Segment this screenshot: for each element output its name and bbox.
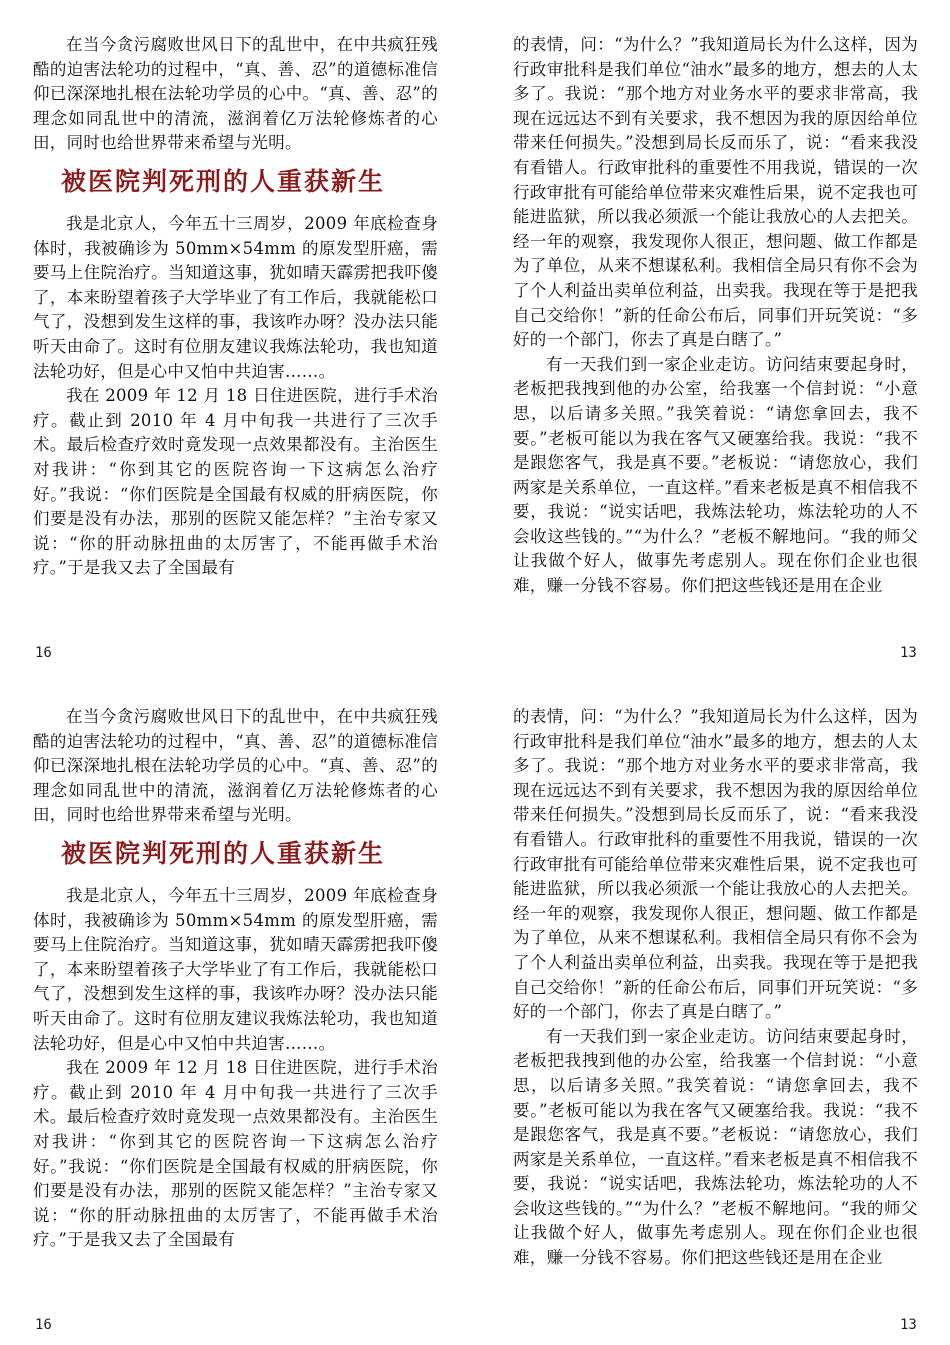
body-paragraph: 我是北京人，今年五十三周岁，2009 年底检查身体时，我被确诊为 50mm×54mm 的原发型肝癌，需要马上住院治疗。当知道这事，犹如晴天霹雳把我吓傻了，本来盼望着孩子大学毕业了有工作后，我就能松口气了，没想到发生这样的事，我该咋办呀？没办法只能听天由命了。这时有位朋友建议我炼法轮功，我也知道法轮功好，但是心中又怕中共迫害……。 bbox=[33, 213, 438, 381]
body-paragraph: 我在 2009 年 12 月 18 日住进医院，进行手术治疗。截止到 2010 年 4 月中旬我一共进行了三次手术。最后检查疗效时竟发现一点效果都没有。主治医生对我讲：“你到其它的医院咨询一下这病怎么治疗好。”我说：“你们医院是全国最有权威的肝病医院，你们要是没有办法，那别的医院又能怎样？”主治专家又说：“你的肝动脉扭曲的太厉害了，不能再做手术治疗。”于是我又去了全国最有 bbox=[33, 1058, 438, 1250]
article-title: 被医院判死刑的人重获新生 bbox=[61, 166, 386, 196]
body-paragraph: 有一天我们到一家企业走访。访问结束要起身时，老板把我拽到他的办公室，给我塞一个信封说：“小意思，以后请多关照。”我笑着说：“请您拿回去，我不要。”老板可能以为我在客气又硬塞给我。我说：“我不是跟您客气，我是真不要。”老板说：“请您放心，我们两家是关系单位，一直这样。”看来老板是真不相信我不要，我说：“说实话吧，我炼法轮功，炼法轮功的人不会收这些钱的。”“为什么？”老板不解地问。“我的师父让我做个好人，做事先考虑别人。现在你们企业也很难，赚一分钱不容易。你们把这些钱还是用在企业 bbox=[513, 354, 918, 596]
intro-paragraph: 在当今贪污腐败世风日下的乱世中，在中共疯狂残酷的迫害法轮功的过程中，“真、善、忍”的道德标准信仰已深深地扎根在法轮功学员的心中。“真、善、忍”的理念如同乱世中的清流，滋润着亿万法轮修炼者的心田，同时也给世界带来希望与光明。 bbox=[33, 707, 438, 825]
page-spread-bottom bbox=[0, 672, 950, 1344]
right-page-column bbox=[513, 705, 918, 1271]
body-paragraph: 有一天我们到一家企业走访。访问结束要起身时，老板把我拽到他的办公室，给我塞一个信封说：“小意思，以后请多关照。”我笑着说：“请您拿回去，我不要。”老板可能以为我在客气又硬塞给我。我说：“我不是跟您客气，我是真不要。”老板说：“请您放心，我们两家是关系单位，一直这样。”看来老板是真不相信我不要，我说：“说实话吧，我炼法轮功，炼法轮功的人不会收这些钱的。”“为什么？”老板不解地问。“我的师父让我做个好人，做事先考虑别人。现在你们企业也很难，赚一分钱不容易。你们把这些钱还是用在企业 bbox=[513, 1026, 918, 1268]
left-page-column bbox=[33, 705, 438, 1253]
right-page-column bbox=[513, 33, 918, 599]
body-paragraph: 的表情，问：“为什么？”我知道局长为什么这样，因为行政审批科是我们单位“油水”最多的地方，想去的人太多了。我说：“那个地方对业务水平的要求非常高，我现在远远达不到有关要求，我不想因为我的原因给单位带来任何损失。”没想到局长反而乐了，说：“看来我没有看错人。行政审批科的重要性不用我说，错误的一次行政审批有可能给单位带来灾难性后果，说不定我也可能进监狱，所以我必须派一个能让我放心的人去把关。经一年的观察，我发现你人很正，想问题、做工作都是为了单位，从来不想谋私利。我相信全局只有你不会为了个人利益出卖单位利益，出卖我。我现在等于是把我自己交给你！”新的任命公布后，同事们开玩笑说：“多好的一个部门，你去了真是白瞎了。” bbox=[513, 35, 918, 350]
page-number-left: 16 bbox=[35, 645, 52, 661]
body-paragraph: 我在 2009 年 12 月 18 日住进医院，进行手术治疗。截止到 2010 年 4 月中旬我一共进行了三次手术。最后检查疗效时竟发现一点效果都没有。主治医生对我讲：“你到其它的医院咨询一下这病怎么治疗好。”我说：“你们医院是全国最有权威的肝病医院，你们要是没有办法，那别的医院又能怎样？”主治专家又说：“你的肝动脉扭曲的太厉害了，不能再做手术治疗。”于是我又去了全国最有 bbox=[33, 386, 438, 578]
left-page-column bbox=[33, 33, 438, 581]
page-spread-top bbox=[0, 0, 950, 672]
body-paragraph: 我是北京人，今年五十三周岁，2009 年底检查身体时，我被确诊为 50mm×54mm 的原发型肝癌，需要马上住院治疗。当知道这事，犹如晴天霹雳把我吓傻了，本来盼望着孩子大学毕业了有工作后，我就能松口气了，没想到发生这样的事，我该咋办呀？没办法只能听天由命了。这时有位朋友建议我炼法轮功，我也知道法轮功好，但是心中又怕中共迫害……。 bbox=[33, 885, 438, 1053]
intro-paragraph: 在当今贪污腐败世风日下的乱世中，在中共疯狂残酷的迫害法轮功的过程中，“真、善、忍”的道德标准信仰已深深地扎根在法轮功学员的心中。“真、善、忍”的理念如同乱世中的清流，滋润着亿万法轮修炼者的心田，同时也给世界带来希望与光明。 bbox=[33, 35, 438, 153]
article-title: 被医院判死刑的人重获新生 bbox=[61, 838, 386, 868]
page-number-right: 13 bbox=[900, 645, 917, 661]
page-number-left: 16 bbox=[35, 1317, 52, 1333]
body-paragraph: 的表情，问：“为什么？”我知道局长为什么这样，因为行政审批科是我们单位“油水”最多的地方，想去的人太多了。我说：“那个地方对业务水平的要求非常高，我现在远远达不到有关要求，我不想因为我的原因给单位带来任何损失。”没想到局长反而乐了，说：“看来我没有看错人。行政审批科的重要性不用我说，错误的一次行政审批有可能给单位带来灾难性后果，说不定我也可能进监狱，所以我必须派一个能让我放心的人去把关。经一年的观察，我发现你人很正，想问题、做工作都是为了单位，从来不想谋私利。我相信全局只有你不会为了个人利益出卖单位利益，出卖我。我现在等于是把我自己交给你！”新的任命公布后，同事们开玩笑说：“多好的一个部门，你去了真是白瞎了。” bbox=[513, 707, 918, 1022]
page-number-right: 13 bbox=[900, 1317, 917, 1333]
